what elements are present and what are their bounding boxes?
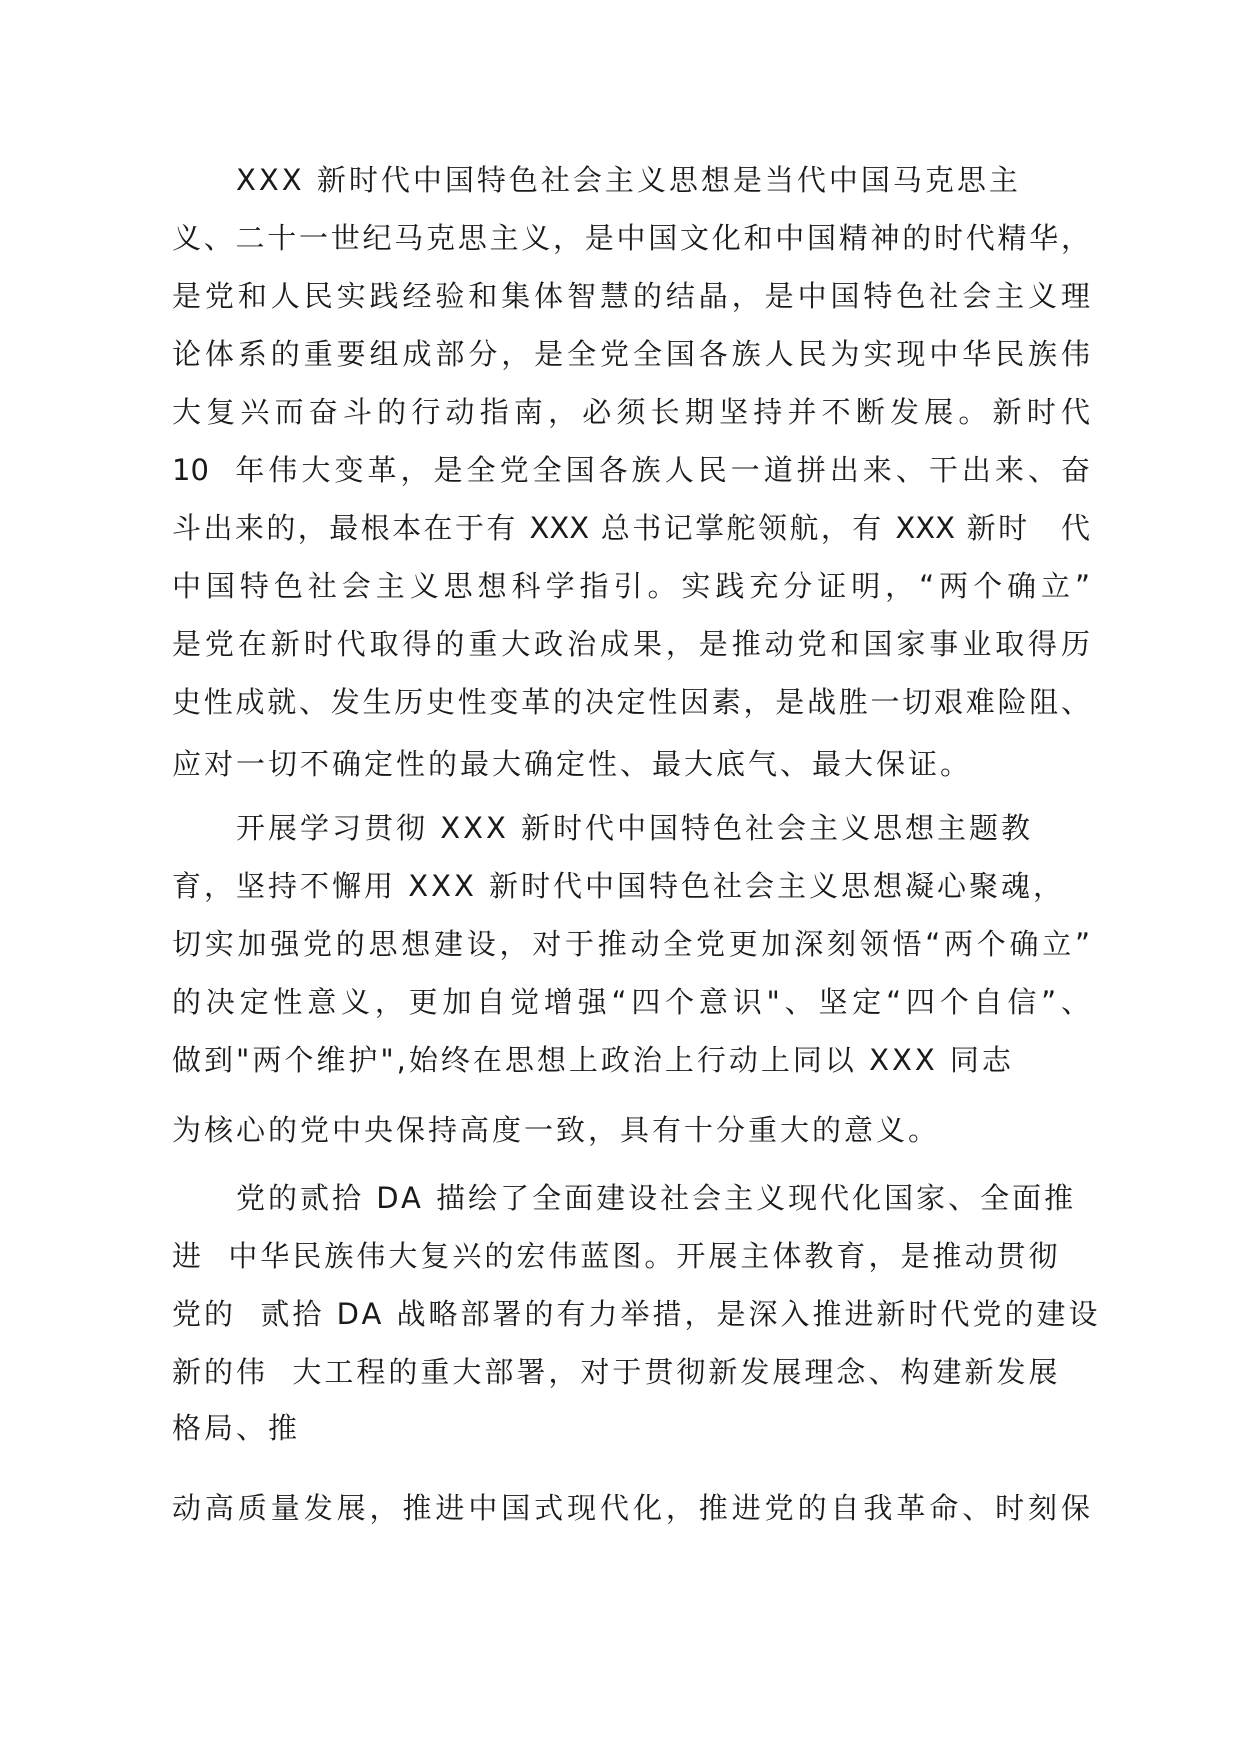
text-line: 党的 贰拾 DA 战略部署的有力举措，是深入推进新时代党的建设 — [172, 1297, 1101, 1331]
text-line: 新的伟 大工程的重大部署，对于贯彻新发展理念、构建新发展 — [172, 1355, 1061, 1389]
text-line: 应对一切不确定性的最大确定性、最大底气、最大保证。 — [172, 747, 973, 781]
text-line: 育，坚持不懈用 XXX 新时代中国特色社会主义思想凝心聚魂， — [172, 869, 1066, 903]
text-line: 切实加强党的思想建设，对于推动全党更加深刻领悟“两个确立” — [172, 927, 1090, 961]
text-line: 动高质量发展，推进中国式现代化，推进党的自我革命、时刻保 — [172, 1491, 1090, 1525]
text-line: 党的贰拾 DA 描绘了全面建设社会主义现代化国家、全面推 — [172, 1181, 1077, 1215]
text-line: 中国特色社会主义思想科学指引。实践充分证明，“两个确立” — [172, 569, 1090, 603]
text-line: 史性成就、发生历史性变革的决定性因素，是战胜一切艰难险阻、 — [172, 685, 1090, 719]
text-line: 10 年伟大变革，是全党全国各族人民一道拼出来、干出来、奋 — [172, 453, 1090, 487]
text-line: 为核心的党中央保持高度一致，具有十分重大的意义。 — [172, 1113, 941, 1147]
text-line: 是党和人民实践经验和集体智慧的结晶，是中国特色社会主义理 — [172, 279, 1090, 313]
text-line: 进 中华民族伟大复兴的宏伟蓝图。开展主体教育，是推动贯彻 — [172, 1239, 1061, 1273]
text-line: 斗出来的，最根本在于有 XXX 总书记掌舵领航，有 XXX 新时 代 — [172, 511, 1090, 545]
text-line: 做到"两个维护",始终在思想上政治上行动上同以 XXX 同志 — [172, 1043, 1014, 1077]
text-line: 格局、推 — [172, 1411, 301, 1445]
text-line: 论体系的重要组成部分，是全党全国各族人民为实现中华民族伟 — [172, 337, 1090, 371]
text-line: 义、二十一世纪马克思主义，是中国文化和中国精神的时代精华， — [172, 221, 1090, 255]
text-line: XXX 新时代中国特色社会主义思想是当代中国马克思主 — [172, 163, 1021, 197]
text-line: 大复兴而奋斗的行动指南，必须长期坚持并不断发展。新时代 — [172, 395, 1090, 429]
text-line: 是党在新时代取得的重大政治成果，是推动党和国家事业取得历 — [172, 627, 1090, 661]
text-line: 的决定性意义，更加自觉增强“四个意识"、坚定“四个自信”、 — [172, 985, 1090, 1019]
text-line: 开展学习贯彻 XXX 新时代中国特色社会主义思想主题教 — [172, 811, 1034, 845]
